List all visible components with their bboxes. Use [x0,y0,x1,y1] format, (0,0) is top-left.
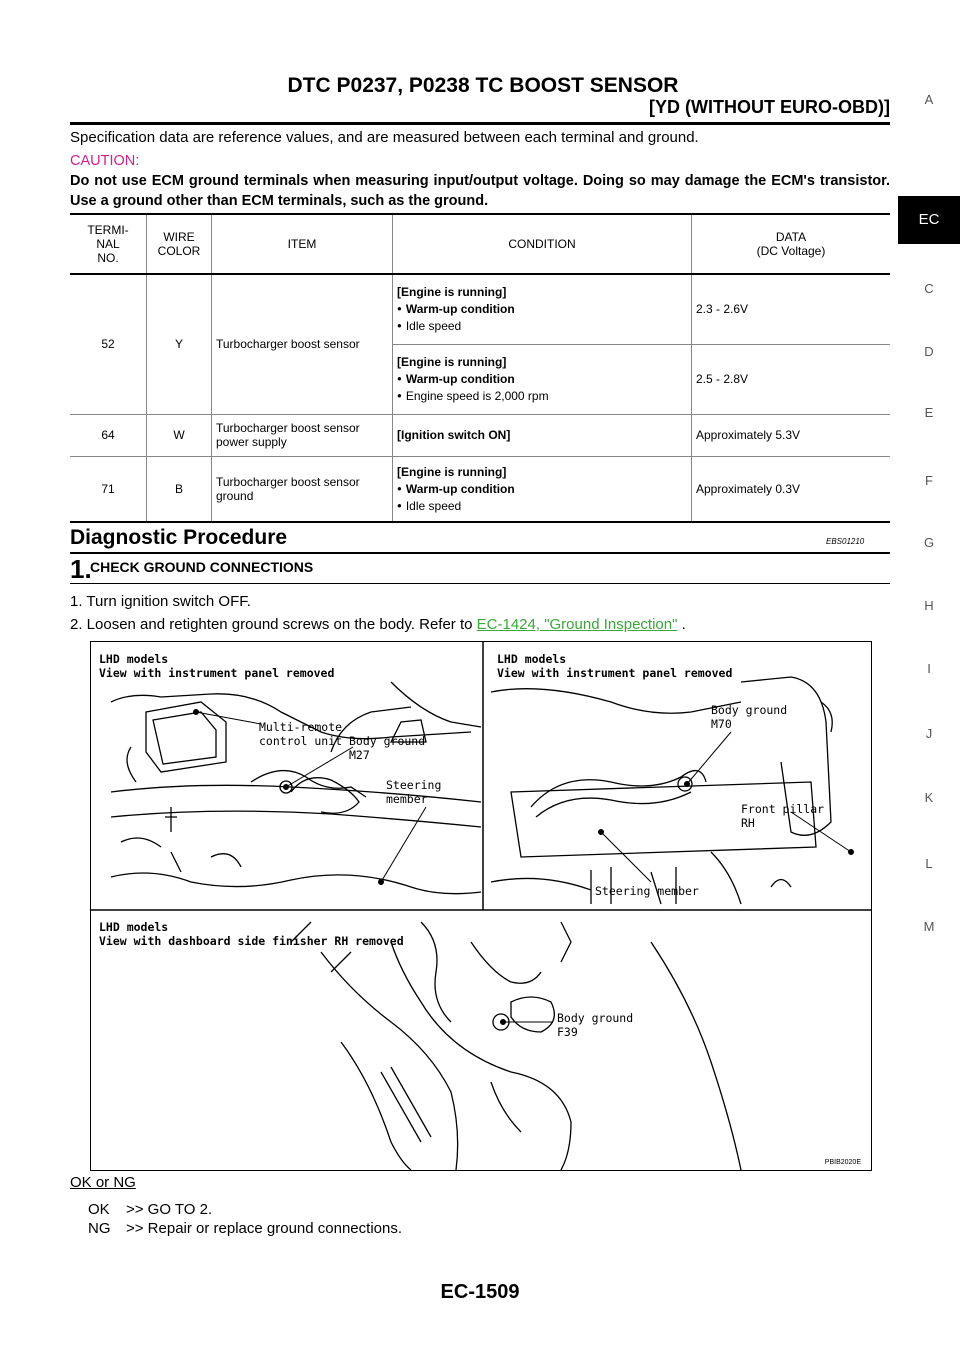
callout-body-ground-m27: Body ground [349,734,426,748]
panel3-sketch [291,922,741,1170]
callout-m70: M70 [711,717,732,731]
callout-control-unit: control unit [259,734,343,748]
cell-terminal: 52 [101,337,115,352]
ground-inspection-link[interactable]: EC-1424, "Ground Inspection" [476,616,678,633]
header-data [692,214,891,274]
table-header-row [70,214,890,274]
callout-m27: M27 [349,748,370,762]
header-condition: CONDITION [393,214,692,274]
panel3-title-2: View with dashboard side finisher RH removed [99,934,404,948]
side-index-item-i[interactable]: I [927,661,931,676]
side-index-item-m[interactable]: M [923,919,935,934]
header-terminal-line: NAL [96,237,120,251]
panel2-title-1: LHD models [497,652,567,666]
header-data-line: DATA [775,230,807,244]
instruction-2-end: . [681,616,686,633]
cell-data: 2.5 - 2.8V [692,344,891,414]
callout-front-pillar: Front pillar [741,802,825,816]
callout-steering-member: Steering member [595,884,699,898]
cell-item: Turbocharger boost sensor ground [212,456,393,522]
header-terminal [70,214,147,274]
side-index-item-c[interactable]: C [924,281,934,296]
panel1-title-1: LHD models [99,652,169,666]
panel2-title-2: View with instrument panel removed [497,666,733,680]
condition-title: [Engine is running] [397,355,507,369]
condition-title: [Engine is running] [397,285,507,300]
result-ng-key: NG [88,1220,111,1237]
step-number: 1. [70,554,92,584]
callout-body-ground-f39: Body ground [557,1011,634,1025]
cell-item: Turbocharger boost sensor [212,274,393,414]
header-wire-line: WIRE [163,230,195,244]
side-index-item-a[interactable]: A [924,92,934,107]
condition-bullet: ● Warm-up condition [397,372,687,386]
side-index-item-g[interactable]: G [923,535,935,550]
side-index-item-ec[interactable]: EC [898,196,960,244]
cell-wire: W [147,414,212,456]
cell-terminal: 64 [101,428,115,442]
header-item: ITEM [212,214,393,274]
table-row [70,274,890,344]
side-index-item-d[interactable]: D [924,344,934,359]
callout-body-ground-m70: Body ground [711,703,788,717]
section-rule [70,552,890,554]
step-title: CHECK GROUND CONNECTIONS [90,559,314,575]
instruction-1: 1. Turn ignition switch OFF. [70,593,251,610]
side-index-item-l[interactable]: L [925,856,933,871]
header-data-line: (DC Voltage) [756,244,826,258]
callout-multi-remote: Multi-remote [259,720,343,734]
caution-label: CAUTION: [70,153,140,169]
condition-bullet: ● Warm-up condition [397,302,687,316]
condition-bullet: ● Idle speed [397,499,687,513]
condition-bullet: ● Warm-up condition [397,482,687,496]
figure-drawing [91,642,871,1170]
result-ng-text: >> Repair or replace ground connections. [126,1220,403,1237]
header-rule [70,122,890,125]
condition-title: [Ignition switch ON] [393,414,692,456]
callout-f39: F39 [557,1025,578,1039]
header-terminal-line: NO. [97,251,119,265]
callout-rh: RH [741,816,755,830]
header-terminal-line: TERMI- [87,223,129,237]
cell-item: Turbocharger boost sensor power supply [212,414,393,456]
side-index-item-e[interactable]: E [924,405,934,420]
page-subtitle: [YD (WITHOUT EURO-OBD)] [649,97,890,117]
side-index-item-k[interactable]: K [924,790,934,805]
result-ok-key: OK [88,1201,110,1218]
page-number: EC-1509 [440,1281,520,1303]
cell-wire: Y [147,274,212,414]
side-index-item-h[interactable]: H [924,598,934,613]
panel3-title-1: LHD models [99,920,169,934]
cell-data: Approximately 0.3V [692,456,891,522]
terminal-spec-table [70,213,890,523]
instruction-2-text: 2. Loosen and retighten ground screws on the body. Refer to [70,616,473,633]
condition-title: [Engine is running] [397,464,507,479]
cell-data: 2.3 - 2.6V [692,274,891,344]
table-row [70,456,890,522]
callout-steering: Steering [386,778,442,792]
cell-condition [393,456,692,522]
panel1-title-2: View with instrument panel removed [99,666,335,680]
section-ref-code: EBS01210 [826,537,865,546]
intro-text: Specification data are reference values, and are measured between each terminal and ground. [70,129,699,146]
cell-data: Approximately 5.3V [692,414,891,456]
cell-wire: B [147,456,212,522]
header-wire-line: COLOR [157,244,201,258]
page-title: DTC P0237, P0238 TC BOOST SENSOR [287,74,679,97]
instruction-2 [70,616,686,633]
cell-terminal: 71 [101,481,115,496]
section-title: Diagnostic Procedure [70,526,288,549]
step-rule [70,583,890,584]
caution-text: Do not use ECM ground terminals when measuring input/output voltage. Doing so may damage the ECM's transistor. Use a ground other than ECM terminals, such as the ground. [70,173,890,209]
condition-bullet: ● Engine speed is 2,000 rpm [397,389,687,403]
header-wire-color [147,214,212,274]
ground-location-figure [90,641,872,1171]
result-ok-text: >> GO TO 2. [126,1201,213,1218]
side-index-item-j[interactable]: J [925,726,933,741]
cell-condition [393,274,692,344]
side-index-item-f[interactable]: F [925,473,933,488]
figure-code: PBIB2020E [824,1159,861,1166]
result-label: OK or NG [70,1174,136,1191]
condition-bullet: ● Idle speed [397,319,687,333]
cell-condition [393,344,692,414]
callout-member: member [386,792,428,806]
table-row [70,414,890,456]
